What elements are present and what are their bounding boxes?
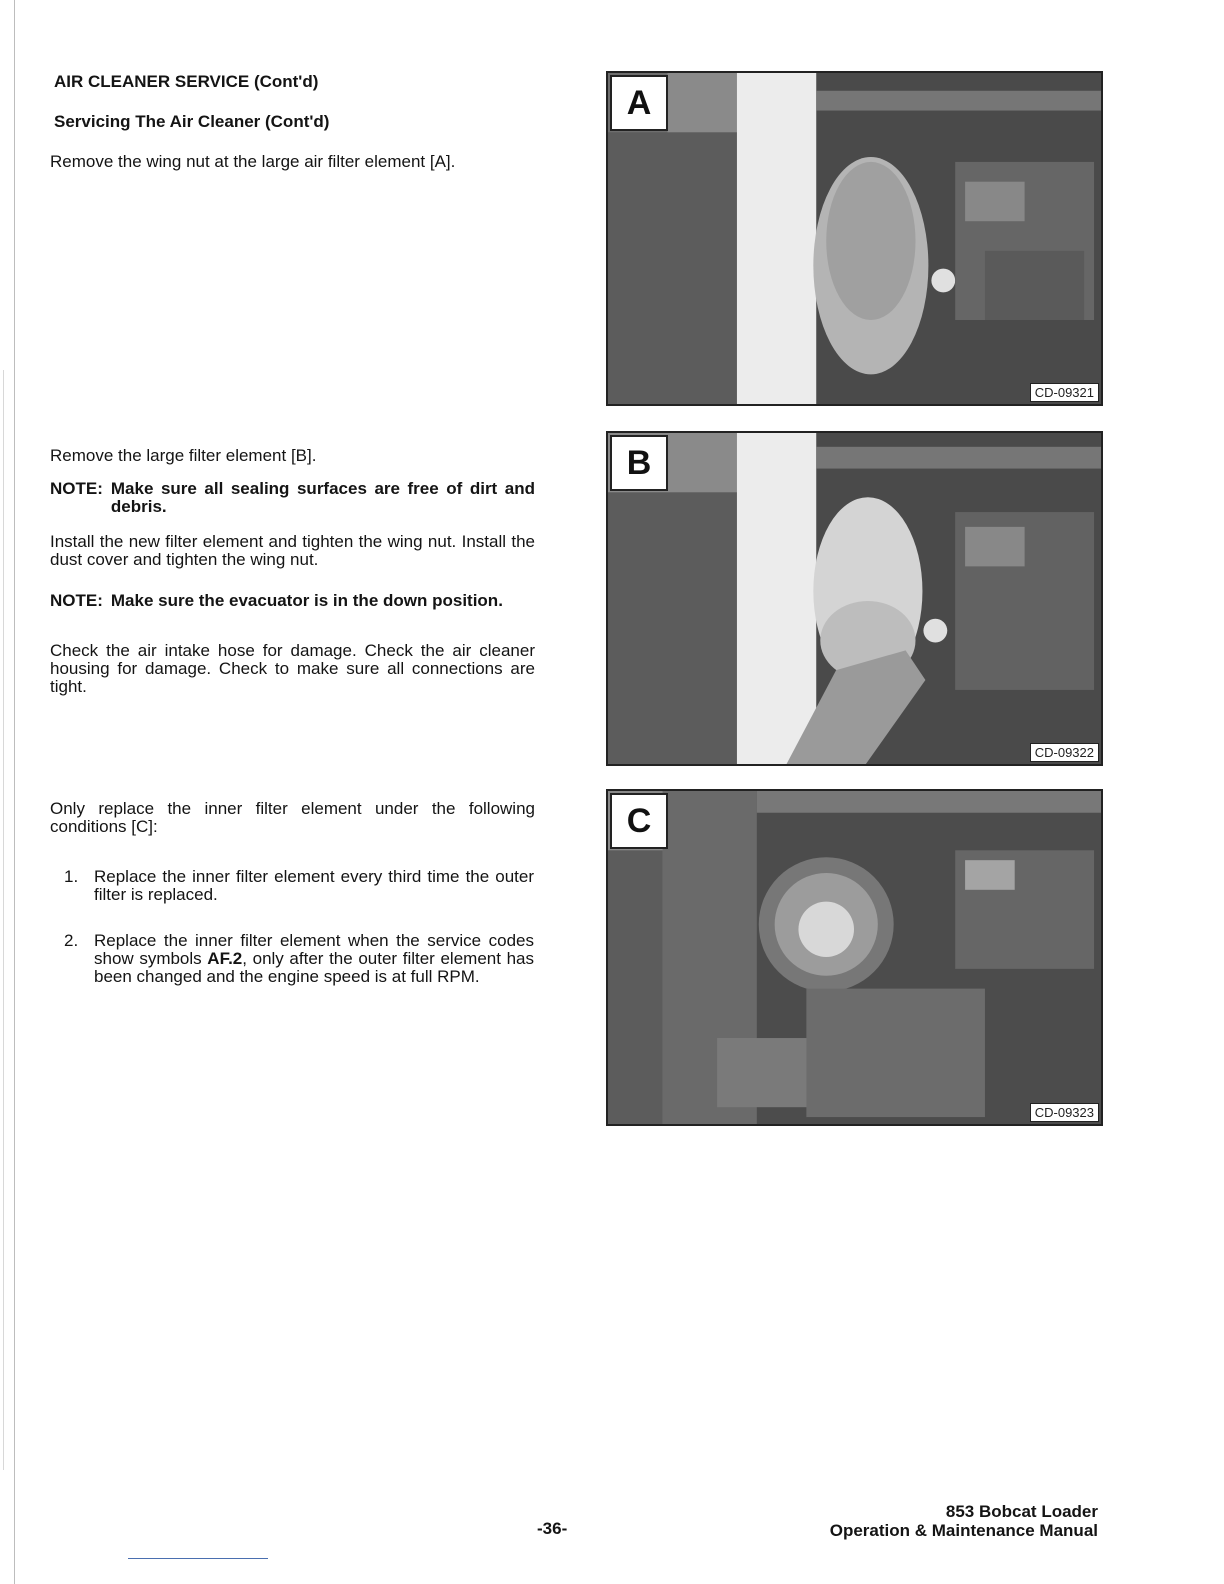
figure-letter: B <box>610 435 668 491</box>
paragraph-check <box>50 642 535 696</box>
paragraph-text: Remove the wing nut at the large air filter element [A]. <box>50 152 456 171</box>
figure-a <box>606 71 1103 406</box>
figure-code: CD-09321 <box>1030 383 1099 402</box>
paragraph-remove-large-filter <box>50 447 535 465</box>
paragraph-install <box>50 533 535 569</box>
paragraph-text: Check the air intake hose for damage. Check the air cleaner housing for damage. Check to make sure all connections are tight. <box>50 641 535 696</box>
engine-photo-a <box>608 73 1101 404</box>
engine-photo-c <box>608 791 1101 1124</box>
list-text: Replace the inner filter element every third time the outer filter is replaced. <box>94 867 534 904</box>
engine-photo-b <box>608 433 1101 764</box>
note-sealing-surfaces <box>50 480 535 516</box>
figure-letter: A <box>610 75 668 131</box>
page-number: -36- <box>537 1519 568 1538</box>
subsection-title: Servicing The Air Cleaner (Cont'd) <box>54 112 330 131</box>
service-code-symbol: AF.2 <box>207 949 243 968</box>
paragraph-remove-wing-nut <box>50 153 535 171</box>
list-text <box>94 932 534 986</box>
footer-manual-title: Operation & Maintenance Manual <box>829 1521 1098 1540</box>
figure-b <box>606 431 1103 766</box>
figure-code: CD-09322 <box>1030 743 1099 762</box>
figure-c <box>606 789 1103 1126</box>
paragraph-text: Remove the large filter element [B]. <box>50 446 317 465</box>
paragraph-inner-filter <box>50 800 535 836</box>
paragraph-text: Only replace the inner filter element under the following conditions [C]: <box>50 799 535 836</box>
list-number: 2. <box>64 931 79 950</box>
note-label: NOTE: <box>50 479 103 498</box>
scan-underline <box>128 1558 268 1559</box>
list-text-part: Replace the inner filter element when the service codes show symbols <box>94 931 534 968</box>
list-number: 1. <box>64 867 79 886</box>
note-text: Make sure the evacuator is in the down position. <box>110 591 503 610</box>
note-evacuator <box>50 592 535 610</box>
list-item <box>64 868 534 904</box>
list-text-part: , only after the outer filter element has been changed and the engine speed is at full RPM. <box>94 949 534 986</box>
note-text: Make sure all sealing surfaces are free of dirt and debris. <box>110 479 535 516</box>
figure-code: CD-09323 <box>1030 1103 1099 1122</box>
list-item <box>64 932 534 986</box>
figure-letter: C <box>610 793 668 849</box>
section-title: AIR CLEANER SERVICE (Cont'd) <box>54 72 319 91</box>
paragraph-text: Install the new filter element and tighten the wing nut. Install the dust cover and tighten the wing nut. <box>50 532 535 569</box>
scan-edge-rule <box>3 370 4 1470</box>
footer-model: 853 Bobcat Loader <box>945 1502 1098 1521</box>
page-edge-rule <box>14 0 15 1584</box>
note-label: NOTE: <box>50 591 103 610</box>
